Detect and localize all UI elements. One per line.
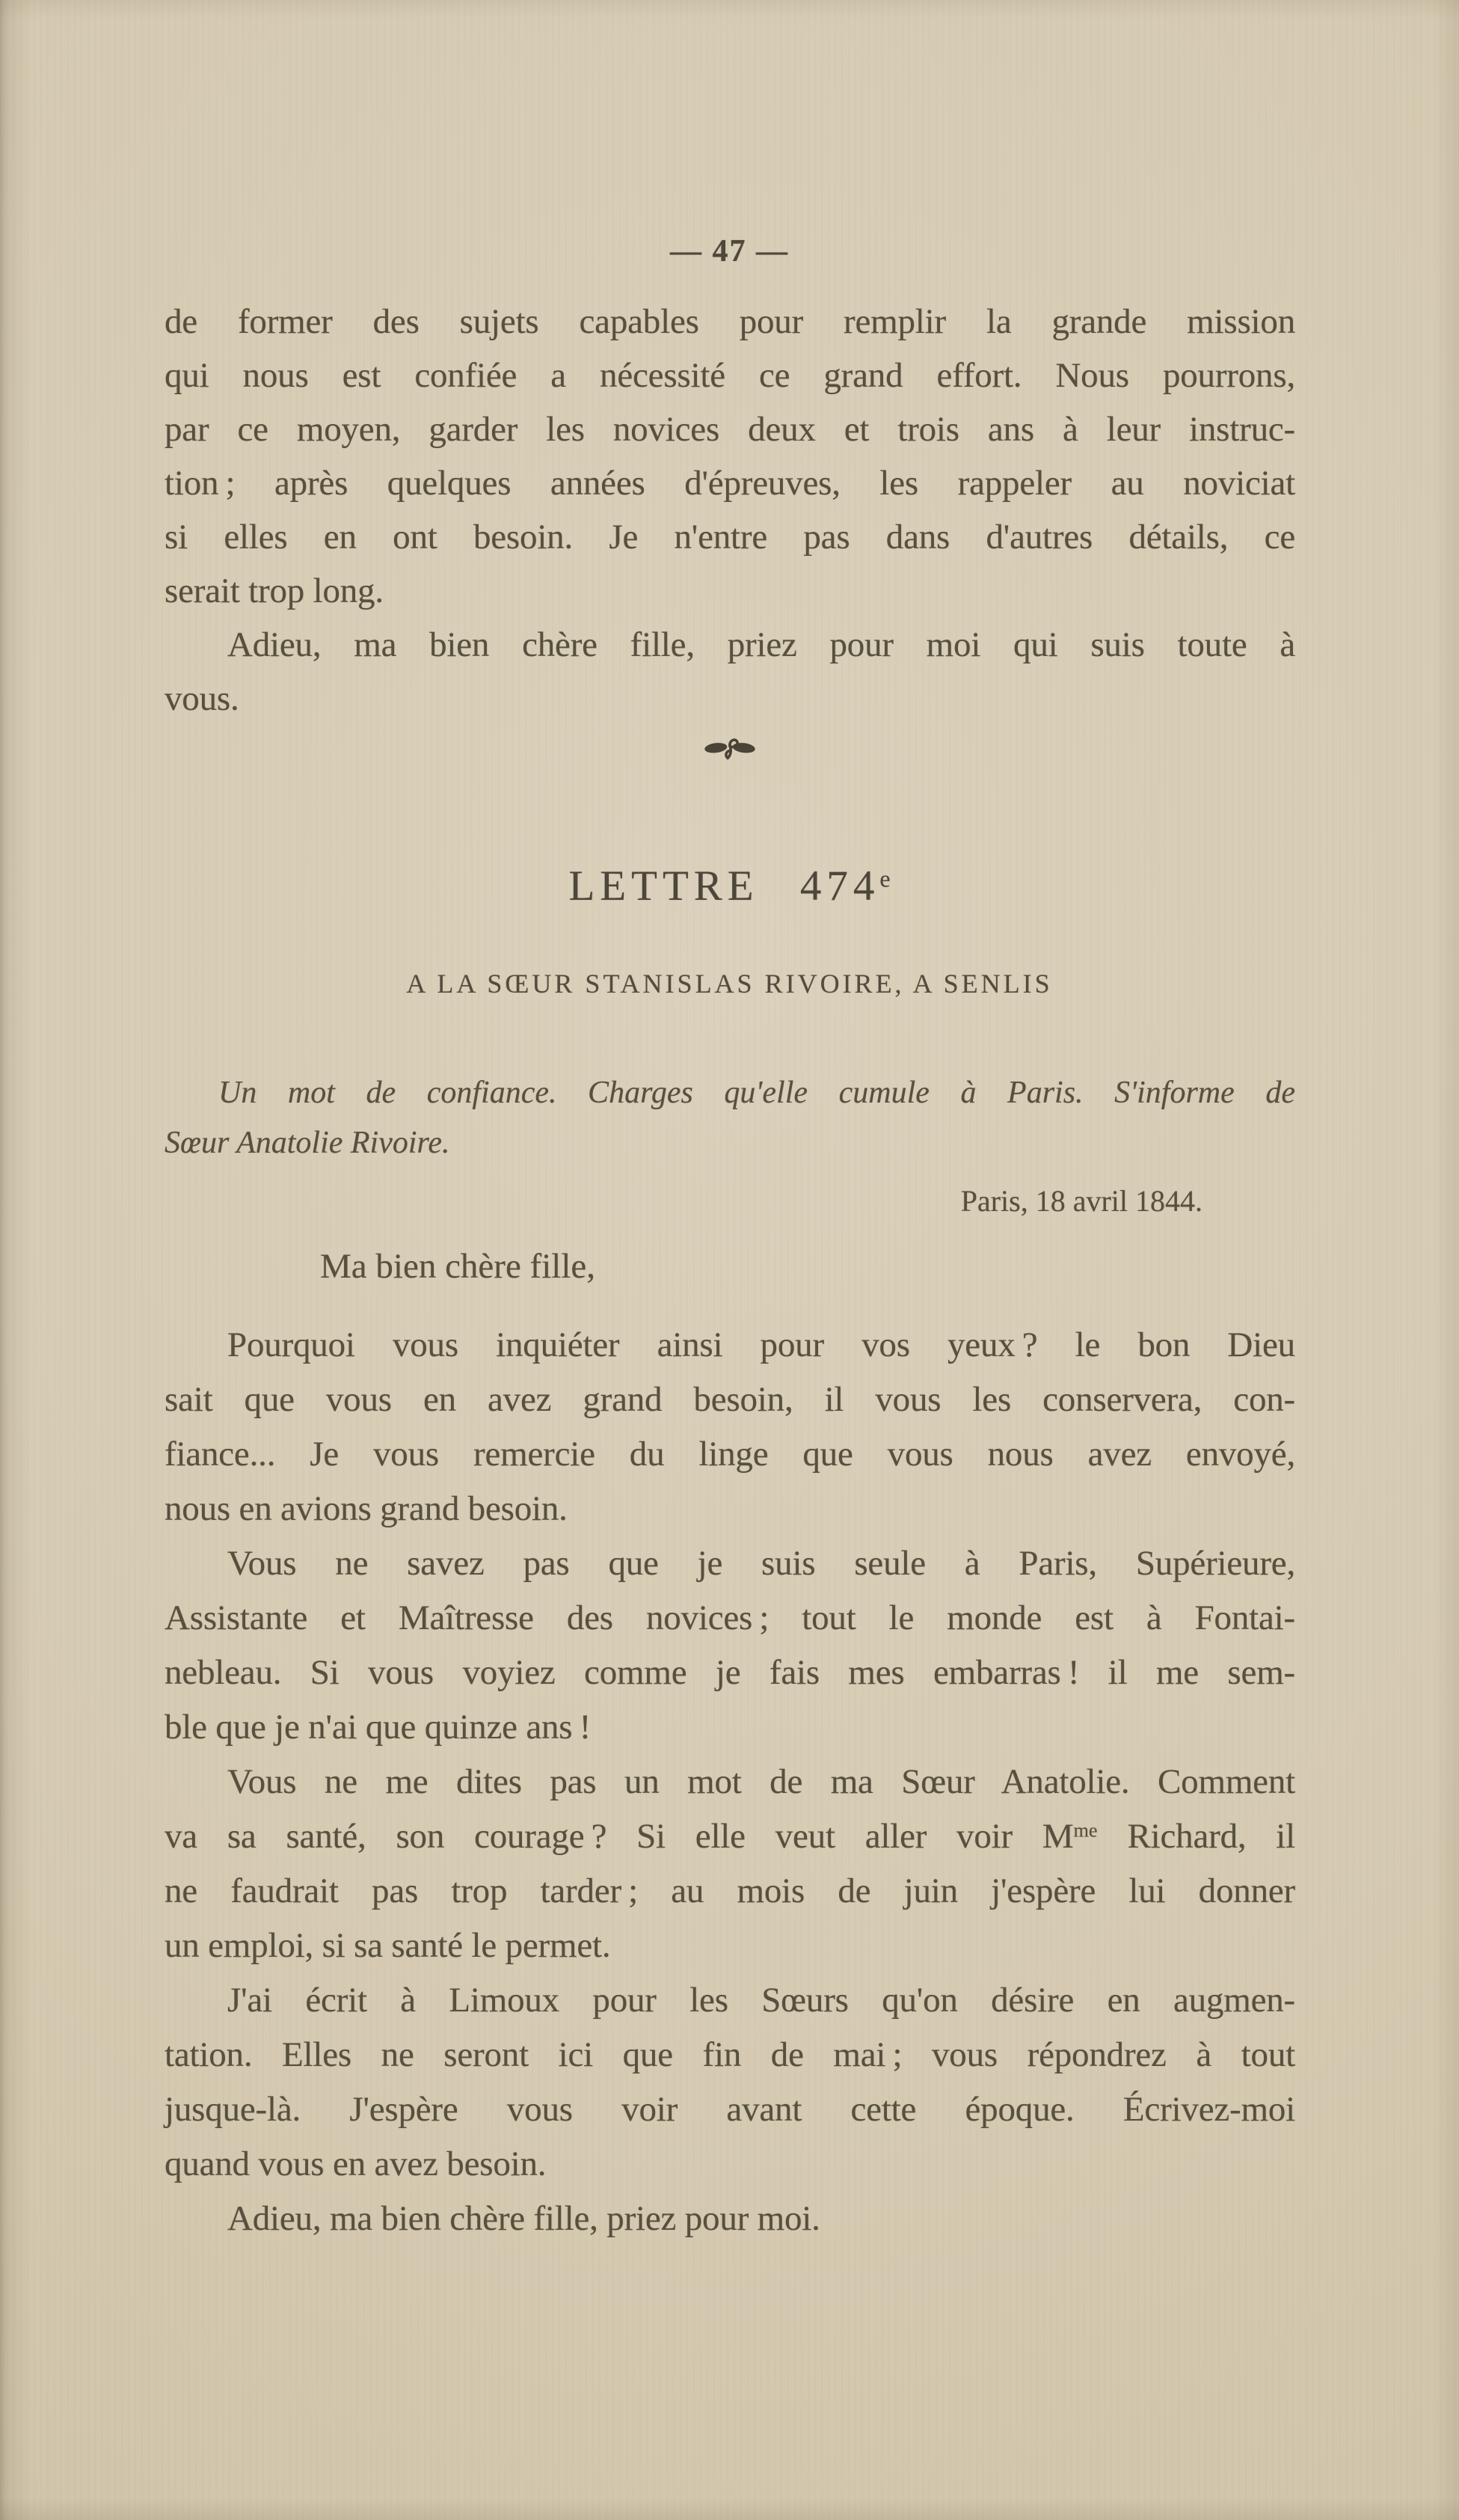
letter-salutation: Ma bien chère fille, (320, 1247, 595, 1286)
page-number: — 47 — (670, 234, 789, 269)
text-line: tation. Elles ne seront ici que fin de mai ; vous répondrez à tout (165, 2035, 1295, 2074)
previous-letter-closing (165, 295, 1295, 726)
letter-dateline: Paris, 18 avril 1844. (960, 1184, 1202, 1218)
letter-addressee: A LA SŒUR STANISLAS RIVOIRE, A SENLIS (406, 969, 1053, 999)
text-line: si elles en ont besoin. Je n'entre pas dans d'autres détails, ce (165, 518, 1295, 557)
paragraph (165, 1755, 1295, 1973)
letter-heading: LETTRE 474e (568, 862, 891, 910)
text-line: Pourquoi vous inquiéter ainsi pour vos yeux ? le bon Dieu (227, 1325, 1295, 1364)
text-line: ble que je n'ai que quinze ans ! (165, 1708, 592, 1747)
fleuron-ornament (0, 733, 1459, 770)
text-line: Adieu, ma bien chère fille, priez pour moi. (227, 2199, 820, 2238)
text-line: nebleau. Si vous voyiez comme je fais mes embarras ! il me sem- (165, 1653, 1295, 1692)
text-line: un emploi, si sa santé le permet. (165, 1926, 611, 1965)
paragraph (165, 295, 1295, 618)
text-line: sait que vous en avez grand besoin, il vous les conservera, con- (165, 1380, 1295, 1419)
text-line: quand vous en avez besoin. (165, 2145, 547, 2183)
letter-body (165, 1318, 1295, 2246)
paragraph (165, 1068, 1295, 1168)
text-line: par ce moyen, garder les novices deux et trois ans à leur instruc- (165, 410, 1295, 449)
text-line: Assistante et Maîtresse des novices ; tout le monde est à Fontai- (165, 1598, 1295, 1637)
text-line: Adieu, ma bien chère fille, priez pour moi qui suis toute à (227, 625, 1295, 664)
paragraph (165, 2192, 1295, 2246)
text-line: nous en avions grand besoin. (165, 1489, 568, 1528)
paragraph (165, 1536, 1295, 1755)
fleuron-icon (703, 733, 757, 766)
text-line: fiance... Je vous remercie du linge que vous nous avez envoyé, (165, 1435, 1295, 1474)
text-line: qui nous est confiée a nécessité ce grand effort. Nous pourrons, (165, 356, 1295, 395)
paragraph (165, 1318, 1295, 1536)
paragraph (165, 1973, 1295, 2192)
text-line: jusque-là. J'espère vous voir avant cette époque. Écrivez-moi (165, 2090, 1295, 2129)
text-line: J'ai écrit à Limoux pour les Sœurs qu'on désire en augmen- (227, 1981, 1295, 2020)
text-line: Un mot de confiance. Charges qu'elle cumule à Paris. S'informe de (218, 1076, 1295, 1110)
superscript: me (1073, 1819, 1098, 1842)
text-line: ne faudrait pas trop tarder ; au mois de juin j'espère lui donner (165, 1871, 1295, 1910)
text-line: tion ; après quelques années d'épreuves, les rappeler au noviciat (165, 464, 1295, 503)
text-line: de former des sujets capables pour remplir la grande mission (165, 302, 1295, 341)
text-line: Vous ne savez pas que je suis seule à Paris, Supérieure, (227, 1544, 1295, 1583)
paragraph (165, 618, 1295, 726)
text-line: Vous ne me dites pas un mot de ma Sœur Anatolie. Comment (227, 1762, 1295, 1801)
letter-summary (165, 1068, 1295, 1168)
text-line: Sœur Anatolie Rivoire. (165, 1126, 450, 1160)
text-line: vous. (165, 679, 239, 718)
text-line: va sa santé, son courage ? Si elle veut aller voir $M^{me}$ Richard, il (165, 1817, 1296, 1856)
superscript: e (879, 865, 891, 892)
text-line: serait trop long. (165, 571, 384, 610)
